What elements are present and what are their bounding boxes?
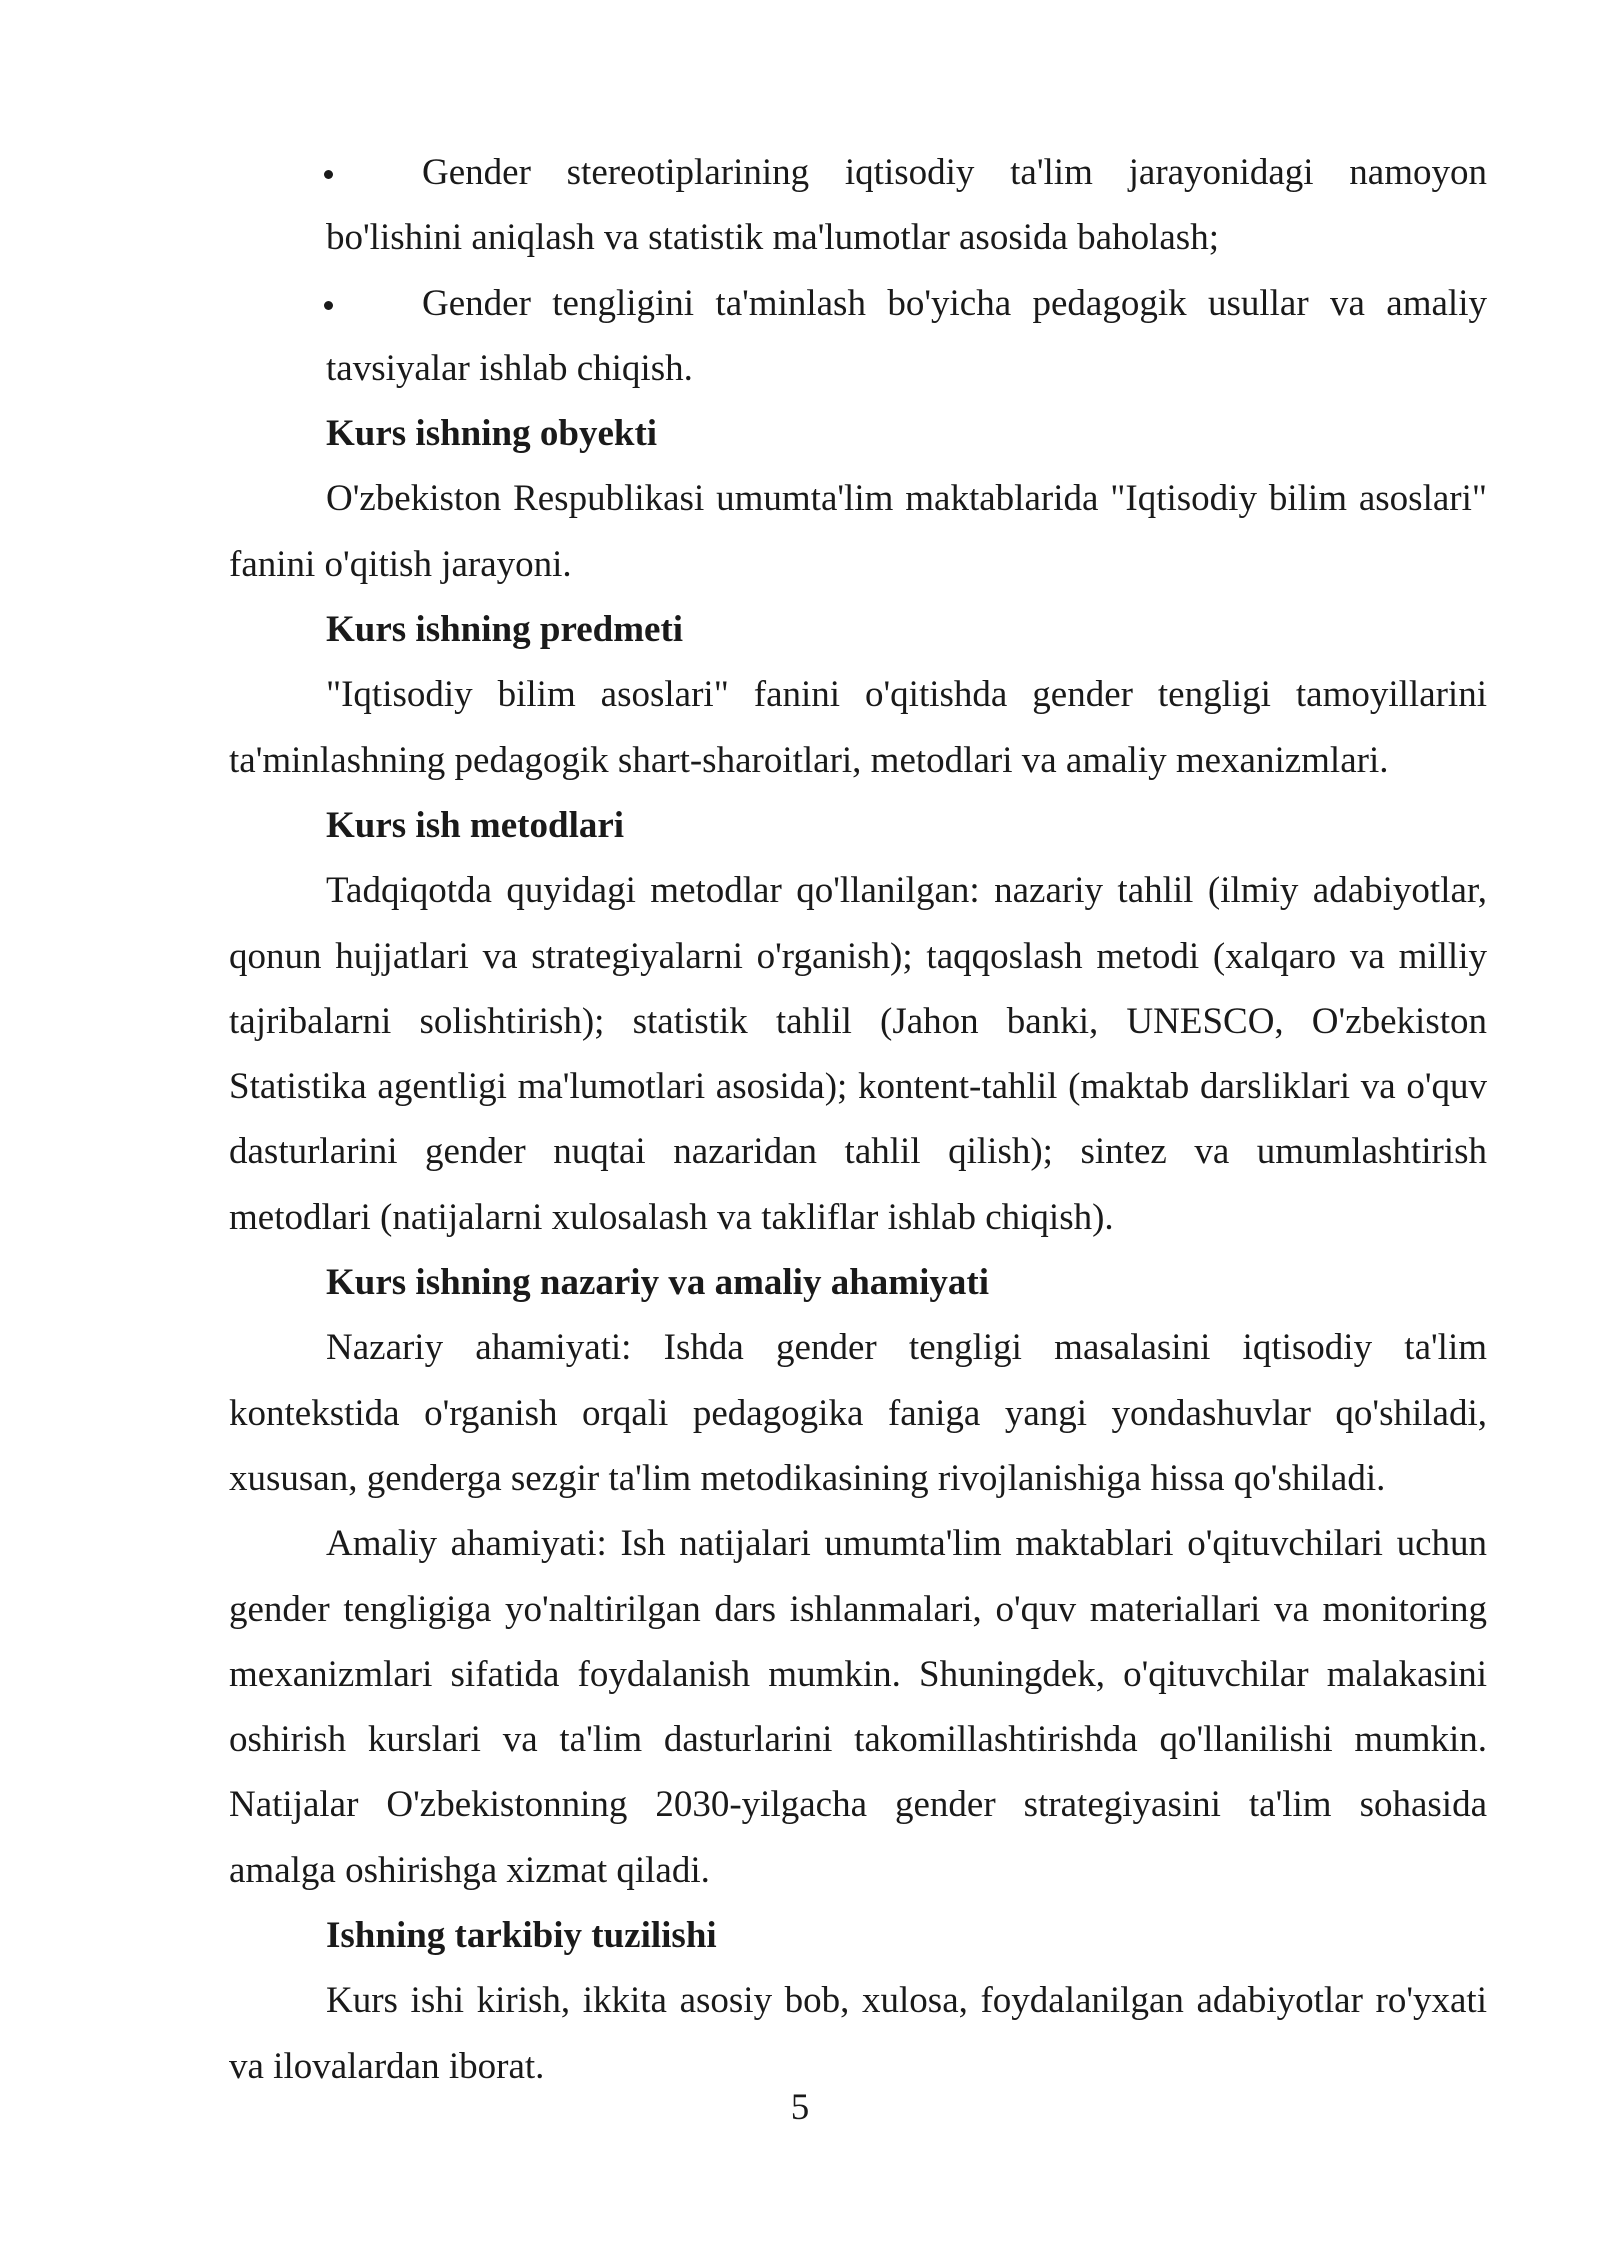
- paragraph-nazariy-ahamiyat: Nazariy ahamiyati: Ishda gender tengligi masalasini iqtisodiy ta'lim kontekstida o'rganish orqali pedagogika faniga yangi yondashuvlar qo'shiladi, xususan, genderga sezgir ta'lim metodikasining rivojlanishiga hissa qo'shiladi.: [229, 1327, 1487, 1499]
- section-heading-metodlar: Kurs ish metodlari: [326, 804, 625, 846]
- bullet-dot-icon: [324, 170, 333, 179]
- document-page: [229, 140, 1487, 2099]
- paragraph-predmet: "Iqtisodiy bilim asoslari" fanini o'qitishda gender tengligi tamoyillarini ta'minlashning pedagogik shart-sharoitlari, metodlari va amaliy mexanizmlari.: [229, 674, 1487, 781]
- bullet-dot-icon: [324, 301, 333, 310]
- bullet-item: [326, 140, 1487, 271]
- paragraph-amaliy-ahamiyat: Amaliy ahamiyati: Ish natijalari umumta'lim maktablari o'qituvchilari uchun gender tengligiga yo'naltirilgan dars ishlanmalari, o'quv materiallari va monitoring mexanizmlari sifatida foydalanish mumkin. Shuningdek, o'qituvchilar malakasini oshirish kurslari va ta'lim dasturlarini takomillashtirishda qo'llanilishi mumkin. Natijalar O'zbekistonning 2030-yilgacha gender strategiyasini ta'lim sohasida amalga oshirishga xizmat qiladi.: [229, 1523, 1487, 1891]
- section-heading-predmet: Kurs ishning predmeti: [326, 609, 684, 651]
- paragraph-obyekt: O'zbekiston Respublikasi umumta'lim maktablarida "Iqtisodiy bilim asoslari" fanini o'qitish jarayoni.: [229, 478, 1487, 585]
- section-heading-tuzilish: Ishning tarkibiy tuzilishi: [326, 1915, 717, 1957]
- paragraph-tuzilish: Kurs ishi kirish, ikkita asosiy bob, xulosa, foydalanilgan adabiyotlar ro'yxati va ilovalardan iborat.: [229, 1980, 1487, 2087]
- bullet-text: Gender stereotiplarining iqtisodiy ta'lim jarayonidagi namoyon bo'lishini aniqlash va statistik ma'lumotlar asosida baholash;: [326, 152, 1487, 259]
- page-number: 5: [790, 2087, 810, 2128]
- section-heading-obyekt: Kurs ishning obyekti: [326, 413, 658, 455]
- paragraph-metodlar: Tadqiqotda quyidagi metodlar qo'llanilgan: nazariy tahlil (ilmiy adabiyotlar, qonun hujjatlari va strategiyalarni o'rganish); taqqoslash metodi (xalqaro va milliy tajribalarni solishtirish); statistik tahlil (Jahon banki, UNESCO, O'zbekiston Statistika agentligi ma'lumotlari asosida); kontent-tahlil (maktab darsliklari va o'quv dasturlarini gender nuqtai nazaridan tahlil qilish); sintez va umumlashtirish metodlari (natijalarni xulosalash va takliflar ishlab chiqish).: [229, 870, 1487, 1238]
- bullet-item: [326, 271, 1487, 402]
- bullet-text: Gender tengligini ta'minlash bo'yicha pedagogik usullar va amaliy tavsiyalar ishlab chiqish.: [326, 282, 1487, 389]
- section-heading-ahamiyat: Kurs ishning nazariy va amaliy ahamiyati: [326, 1262, 989, 1304]
